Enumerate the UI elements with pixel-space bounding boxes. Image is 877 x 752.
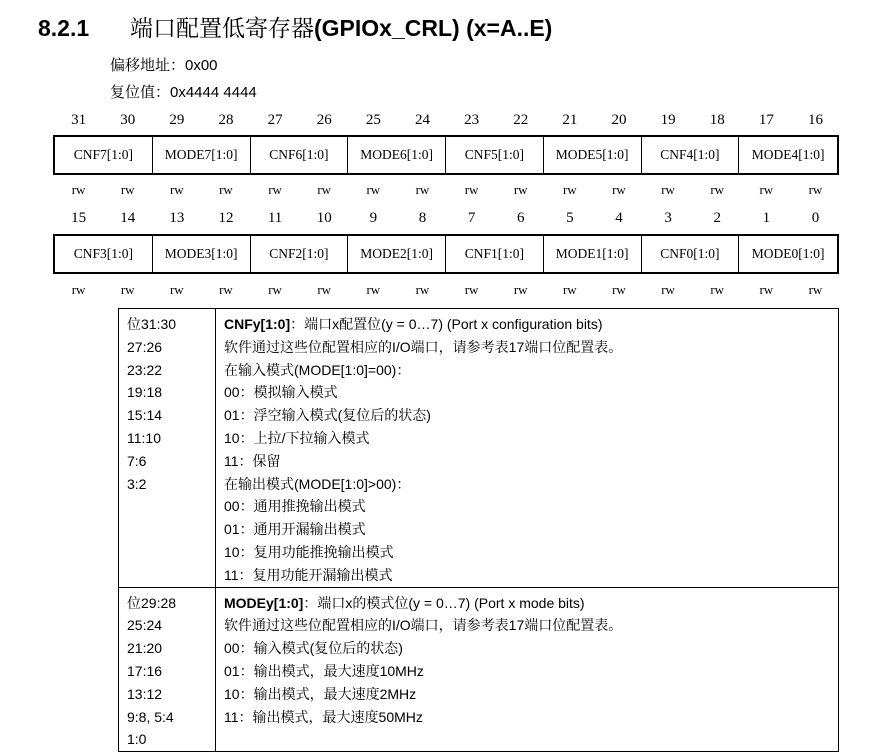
access-type: rw	[120, 182, 135, 197]
description-line: 软件通过这些位配置相应的I/O端口，请参考表17端口位配置表。	[224, 617, 623, 634]
register-field: MODE7[1:0]	[153, 137, 251, 173]
bit-numbers-high	[54, 112, 840, 129]
access-type: rw	[317, 182, 332, 197]
access-type: rw	[612, 282, 626, 297]
section-heading	[38, 10, 552, 43]
access-row-high	[54, 182, 840, 198]
access-type: rw	[808, 182, 823, 197]
bit-number: 10	[316, 210, 332, 226]
bit-range: 19:18	[127, 384, 163, 401]
bit-numbers-low	[54, 210, 840, 227]
register-field: CNF7[1:0]	[55, 137, 153, 173]
bit-number: 2	[713, 210, 721, 226]
bit-description-table	[118, 308, 839, 752]
cnf-title	[224, 313, 838, 336]
access-type: rw	[464, 282, 479, 297]
bit-number: 9	[369, 210, 378, 226]
register-field: CNF3[1:0]	[55, 236, 153, 272]
bit-number: 30	[120, 112, 136, 128]
access-type: rw	[169, 182, 184, 197]
bit-range: 1:0	[127, 731, 147, 748]
access-type: rw	[710, 282, 725, 297]
description-line: 在输出模式(MODE[1:0]>00)：	[224, 475, 411, 492]
register-field: MODE2[1:0]	[348, 236, 446, 272]
access-type: rw	[562, 282, 577, 297]
access-type: rw	[513, 282, 528, 297]
register-field: CNF4[1:0]	[642, 137, 740, 173]
bit-number: 3	[664, 210, 672, 226]
bit-number: 28	[218, 112, 234, 128]
mode-title	[224, 592, 838, 615]
description-line: 01：输出模式，最大速度10MHz	[224, 662, 424, 679]
access-type: rw	[169, 282, 184, 297]
bit-range: 21:20	[127, 640, 163, 657]
bit-number: 4	[615, 210, 623, 226]
bit-number: 7	[467, 210, 476, 226]
register-field: MODE5[1:0]	[544, 137, 642, 173]
mode-bit-ranges	[119, 587, 216, 752]
description-line: 11：输出模式，最大速度50MHz	[224, 708, 423, 725]
mode-description	[216, 587, 839, 752]
bit-number: 21	[562, 112, 578, 128]
bit-number: 17	[758, 112, 774, 128]
access-type: rw	[219, 282, 233, 297]
access-type: rw	[366, 282, 381, 297]
bit-range: 23:22	[127, 361, 163, 378]
access-type: rw	[219, 182, 233, 197]
bit-number: 11	[267, 210, 283, 226]
bit-number: 31	[71, 112, 87, 128]
bit-number: 6	[516, 210, 525, 226]
access-type: rw	[464, 182, 479, 197]
access-type: rw	[759, 182, 774, 197]
bit-number: 29	[169, 112, 185, 128]
bit-number: 20	[611, 112, 627, 128]
bit-range: 25:24	[127, 617, 163, 634]
bit-number: 19	[660, 112, 676, 128]
access-type: rw	[71, 182, 86, 197]
description-line: 11：复用功能开漏输出模式	[224, 566, 393, 583]
register-field: MODE4[1:0]	[751, 147, 825, 162]
description-line: 10：复用功能推挽输出模式	[224, 543, 394, 560]
access-type: rw	[317, 282, 332, 297]
register-fields-high	[53, 135, 839, 175]
bit-number: 22	[513, 112, 529, 128]
mode-title-text: ：端口x的模式位(y = 0…7) (Port x mode bits)	[303, 594, 585, 611]
bit-range: 3:2	[127, 475, 147, 492]
access-type: rw	[415, 182, 430, 197]
cnf-description-row	[119, 309, 839, 588]
access-type: rw	[661, 282, 675, 297]
cnf-bit-ranges	[119, 309, 216, 588]
bit-number: 1	[762, 210, 771, 226]
description-line: 01：通用开漏输出模式	[224, 521, 366, 538]
bit-number: 15	[71, 210, 87, 226]
bit-range: 11:10	[127, 429, 161, 446]
offset-address: 偏移地址：0x00	[110, 57, 218, 74]
mode-description-row	[119, 587, 839, 752]
mode-field-name: MODEy[1:0]	[224, 594, 304, 611]
cnf-title-text: ：端口x配置位(y = 0…7) (Port x configuration bits)	[290, 316, 603, 332]
description-line: 01：浮空输入模式(复位后的状态)	[224, 407, 431, 424]
register-field: MODE6[1:0]	[348, 137, 446, 173]
section-title-cn: 端口配置低寄存器	[130, 15, 314, 41]
access-type: rw	[759, 282, 774, 297]
bit-range: 9:8, 5:4	[127, 708, 174, 725]
access-type: rw	[661, 182, 675, 197]
access-type: rw	[415, 282, 430, 297]
bit-number: 23	[464, 112, 480, 128]
description-line: 00：通用推挽输出模式	[224, 498, 366, 515]
bit-number: 26	[316, 112, 332, 128]
access-type: rw	[562, 182, 577, 197]
access-type: rw	[366, 182, 381, 197]
access-type: rw	[71, 282, 86, 297]
section-number: 8.2.1	[38, 15, 90, 41]
bit-number: 16	[807, 112, 823, 128]
description-line: 在输入模式(MODE[1:0]=00)：	[224, 361, 411, 378]
access-row-low	[54, 282, 840, 298]
register-field: CNF2[1:0]	[251, 236, 349, 272]
access-type: rw	[710, 182, 725, 197]
access-type: rw	[612, 182, 626, 197]
bit-number: 25	[365, 112, 381, 128]
access-type: rw	[808, 282, 823, 297]
access-type: rw	[268, 282, 282, 297]
bit-range: 位29:28	[127, 594, 177, 611]
access-type: rw	[268, 182, 282, 197]
register-fields-low	[53, 234, 839, 274]
bit-range: 27:26	[127, 338, 163, 355]
bit-number: 8	[418, 210, 427, 226]
reset-value: 复位值：0x4444 4444	[110, 84, 257, 101]
access-type: rw	[120, 282, 135, 297]
bit-number: 14	[120, 210, 136, 226]
bit-number: 5	[566, 210, 574, 226]
description-line: 11：保留	[224, 452, 281, 469]
register-field: MODE1[1:0]	[544, 236, 642, 272]
description-line: 软件通过这些位配置相应的I/O端口，请参考表17端口位配置表。	[224, 338, 623, 355]
description-line: 10：上拉/下拉输入模式	[224, 429, 370, 446]
bit-range: 15:14	[127, 407, 163, 424]
register-field: MODE0[1:0]	[751, 246, 825, 261]
description-line: 00：模拟输入模式	[224, 384, 338, 401]
access-type: rw	[513, 182, 528, 197]
register-field: CNF1[1:0]	[446, 236, 544, 272]
register-field: CNF5[1:0]	[446, 137, 544, 173]
bit-number: 0	[811, 210, 820, 226]
bit-number: 12	[218, 210, 234, 226]
cnf-description	[216, 309, 839, 588]
bit-range: 13:12	[127, 685, 163, 702]
bit-number: 27	[267, 112, 283, 128]
register-field: CNF6[1:0]	[251, 137, 349, 173]
bit-number: 13	[169, 210, 185, 226]
description-line: 00：输入模式(复位后的状态)	[224, 640, 403, 657]
register-field: CNF0[1:0]	[642, 236, 740, 272]
bit-range: 7:6	[127, 452, 147, 469]
bit-number: 18	[709, 112, 725, 128]
bit-number: 24	[414, 112, 430, 128]
section-title-en: (GPIOx_CRL) (x=A..E)	[314, 15, 553, 41]
cnf-field-name: CNFy[1:0]	[224, 316, 291, 332]
description-line: 10：输出模式，最大速度2MHz	[224, 685, 417, 702]
bit-range: 位31:30	[127, 316, 177, 332]
bit-range: 17:16	[127, 662, 163, 679]
register-field: MODE3[1:0]	[153, 236, 251, 272]
